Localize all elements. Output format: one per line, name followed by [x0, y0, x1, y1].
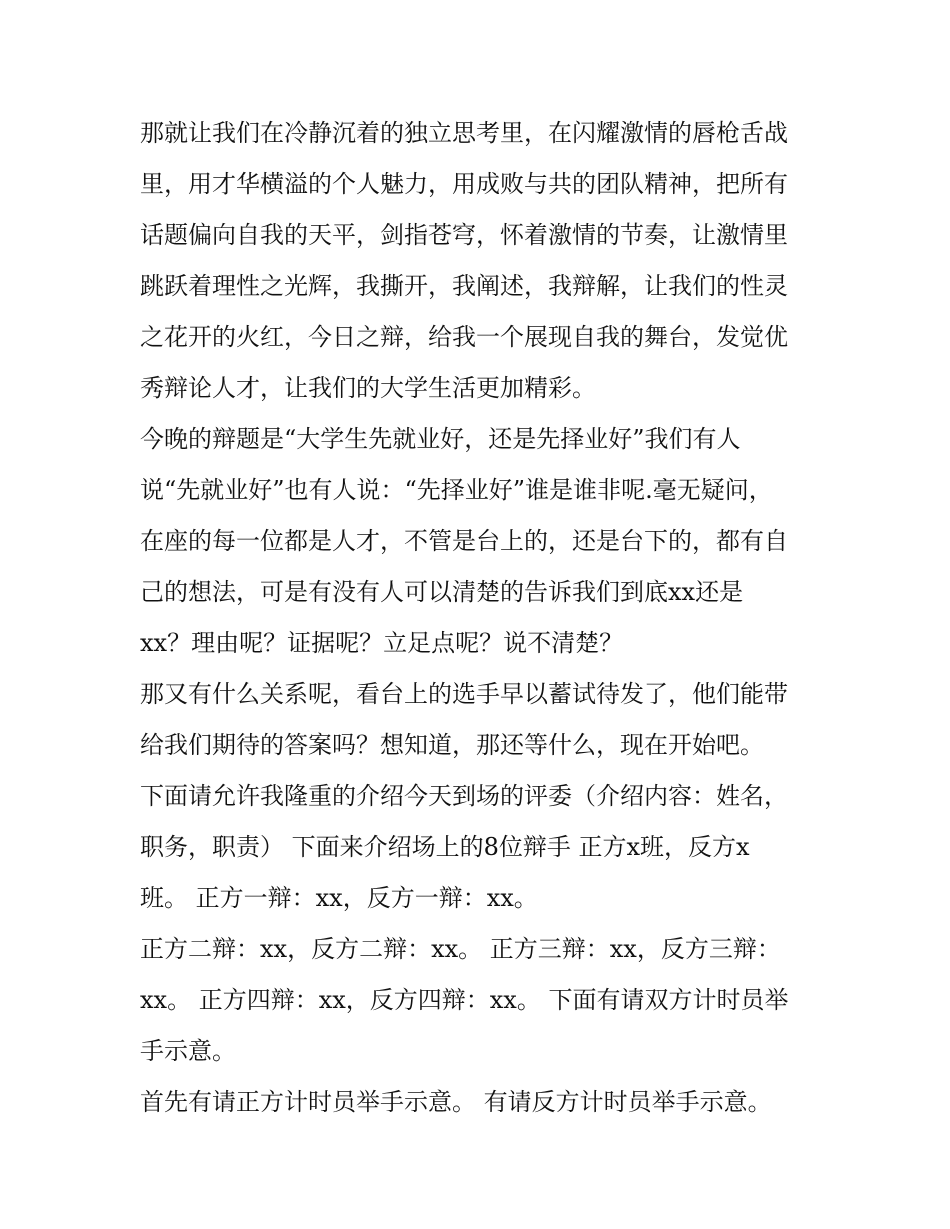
text-line: 班。 正方一辩：xx，反方一辩：xx。 — [140, 884, 538, 912]
text-line: 话题偏向自我的天平，剑指苍穹，怀着激情的节奏，让激情里 — [140, 221, 788, 249]
text-line: 职务，职责） 下面来介绍场上的8位辩手 正方x班，反方x — [140, 833, 750, 861]
text-line: 正方二辩：xx，反方二辩：xx。 正方三辩：xx，反方三辩： — [140, 935, 781, 963]
text-line: 下面请允许我隆重的介绍今天到场的评委（介绍内容：姓名， — [140, 782, 788, 810]
text-line: xx。 正方四辩：xx，反方四辩：xx。 下面有请双方计时员举 — [140, 986, 789, 1014]
text-line: 给我们期待的答案吗？想知道，那还等什么，现在开始吧。 — [140, 731, 764, 759]
text-line: 那又有什么关系呢，看台上的选手早以蓄试待发了，他们能带 — [140, 680, 788, 708]
text-line: 之花开的火红，今日之辩，给我一个展现自我的舞台，发觉优 — [140, 323, 788, 351]
text-line: 首先有请正方计时员举手示意。 有请反方计时员举手示意。 — [140, 1088, 772, 1116]
text-line: 跳跃着理性之光辉，我撕开，我阐述，我辩解，让我们的性灵 — [140, 272, 788, 300]
text-line: 里，用才华横溢的个人魅力，用成败与共的团队精神，把所有 — [140, 170, 788, 198]
text-line: 那就让我们在冷静沉着的独立思考里，在闪耀激情的唇枪舌战 — [140, 119, 788, 147]
text-line: 手示意。 — [140, 1037, 236, 1065]
text-line: 今晚的辩题是“大学生先就业好，还是先择业好”我们有人 — [140, 425, 741, 453]
body-text — [140, 108, 830, 1128]
text-line: 说“先就业好”也有人说：“先择业好”谁是谁非呢.毫无疑问， — [140, 476, 773, 504]
text-line: xx？理由呢？证据呢？立足点呢？说不清楚？ — [140, 629, 624, 657]
text-line: 己的想法，可是有没有人可以清楚的告诉我们到底xx还是 — [140, 578, 744, 606]
text-line: 在座的每一位都是人才，不管是台上的，还是台下的，都有自 — [140, 527, 788, 555]
text-line: 秀辩论人才，让我们的大学生活更加精彩。 — [140, 374, 596, 402]
